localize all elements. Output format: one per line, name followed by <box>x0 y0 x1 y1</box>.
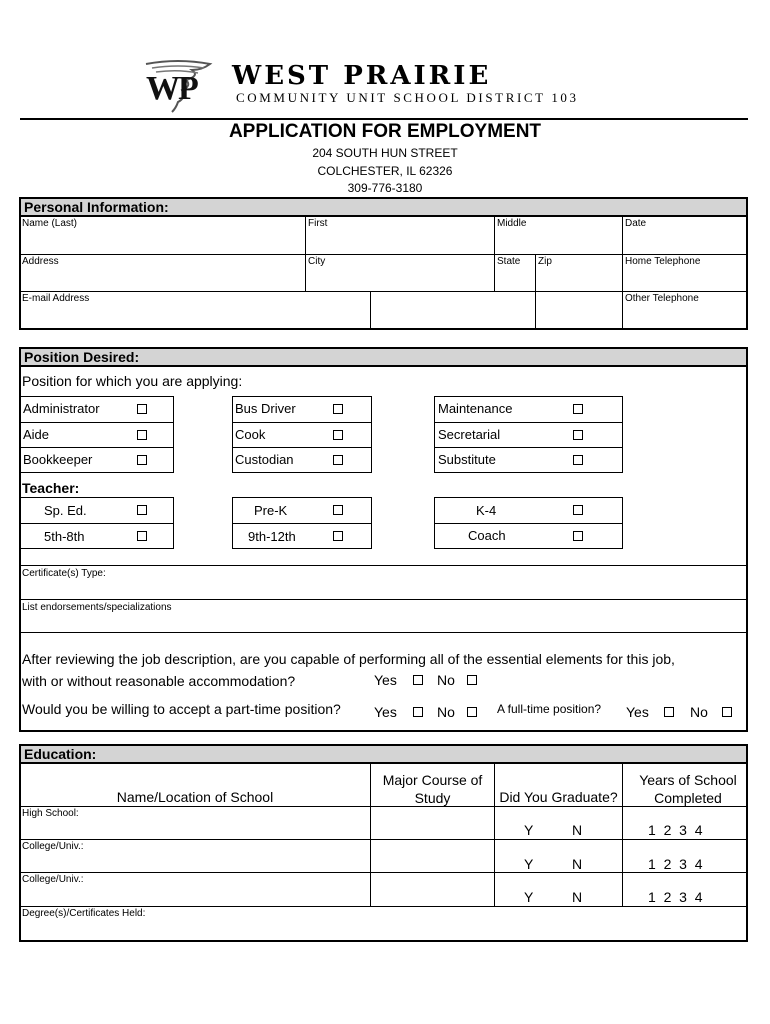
col-divider <box>535 254 536 329</box>
header-rule <box>20 118 748 120</box>
part-time-yes-checkbox[interactable] <box>413 707 423 717</box>
option-custodian: Custodian <box>235 452 294 467</box>
college-1-grad-no[interactable]: N <box>572 856 583 872</box>
option-substitute: Substitute <box>438 452 496 467</box>
endorsements-field[interactable]: List endorsements/specializations <box>22 602 172 613</box>
essential-yes-checkbox[interactable] <box>413 675 423 685</box>
option-administrator: Administrator <box>23 401 100 416</box>
row-divider <box>20 599 747 600</box>
row-divider <box>434 523 623 524</box>
row-divider <box>434 422 623 423</box>
col-header-graduate: Did You Graduate? <box>499 789 618 805</box>
middle-name-field[interactable]: Middle <box>497 218 527 229</box>
degrees-certificates-field[interactable]: Degree(s)/Certificates Held: <box>22 908 146 919</box>
row-divider <box>20 839 747 840</box>
row-divider <box>20 872 747 873</box>
row-divider <box>20 291 747 292</box>
row-divider <box>20 422 174 423</box>
college-1-grad-yes[interactable]: Y <box>524 856 534 872</box>
home-telephone-field[interactable]: Home Telephone <box>625 256 701 267</box>
full-time-question: A full-time position? <box>497 702 602 716</box>
essential-yes-label: Yes <box>374 672 397 688</box>
cook-checkbox[interactable] <box>333 430 343 440</box>
col-divider <box>622 216 623 329</box>
position-heading: Position Desired: <box>19 347 748 367</box>
sp-ed-checkbox[interactable] <box>137 505 147 515</box>
first-name-field[interactable]: First <box>308 218 328 229</box>
bookkeeper-checkbox[interactable] <box>137 455 147 465</box>
row-divider <box>20 565 747 566</box>
aide-checkbox[interactable] <box>137 430 147 440</box>
address-line-2: COLCHESTER, IL 62326 <box>317 164 453 178</box>
part-time-no-label: No <box>437 704 455 720</box>
full-time-yes-label: Yes <box>626 704 649 720</box>
row-divider <box>20 906 747 907</box>
high-school-grad-no[interactable]: N <box>572 822 583 838</box>
full-time-yes-checkbox[interactable] <box>664 707 674 717</box>
date-field[interactable]: Date <box>625 218 647 229</box>
position-prompt: Position for which you are applying: <box>22 373 243 389</box>
substitute-checkbox[interactable] <box>573 455 583 465</box>
logo-monogram: WP <box>146 70 197 107</box>
row-divider <box>20 523 174 524</box>
essential-no-label: No <box>437 672 455 688</box>
9th-12th-checkbox[interactable] <box>333 531 343 541</box>
option-5th-8th: 5th-8th <box>44 529 85 544</box>
maintenance-checkbox[interactable] <box>573 404 583 414</box>
option-k-4: K-4 <box>476 503 497 518</box>
row-divider <box>232 422 372 423</box>
part-time-yes-label: Yes <box>374 704 397 720</box>
part-time-question: Would you be willing to accept a part-time position? <box>22 701 341 717</box>
option-secretarial: Secretarial <box>438 427 501 442</box>
zip-field[interactable]: Zip <box>538 256 552 267</box>
option-aide: Aide <box>23 427 50 442</box>
row-divider <box>232 447 372 448</box>
row-divider <box>20 447 174 448</box>
teacher-heading: Teacher: <box>22 480 80 496</box>
col-divider <box>494 764 495 906</box>
page-title: APPLICATION FOR EMPLOYMENT <box>228 121 542 142</box>
part-time-no-checkbox[interactable] <box>467 707 477 717</box>
col-header-years: Years of School Completed <box>639 772 737 806</box>
essential-question-line-1: After reviewing the job description, are you capable of performing all of the essential elements for this job, <box>22 651 675 667</box>
full-time-no-checkbox[interactable] <box>722 707 732 717</box>
essential-question-line-2: with or without reasonable accommodation? <box>22 673 296 689</box>
name-last-field[interactable]: Name (Last) <box>22 218 78 229</box>
option-sp-ed: Sp. Ed. <box>44 503 87 518</box>
high-school-grad-yes[interactable]: Y <box>524 822 534 838</box>
personal-heading: Personal Information: <box>19 197 748 217</box>
coach-checkbox[interactable] <box>573 531 583 541</box>
city-field[interactable]: City <box>308 256 326 267</box>
education-heading: Education: <box>19 744 748 764</box>
option-cook: Cook <box>235 427 266 442</box>
5th-8th-checkbox[interactable] <box>137 531 147 541</box>
col-divider <box>370 291 371 329</box>
col-divider <box>494 216 495 292</box>
certificate-type-field[interactable]: Certificate(s) Type: <box>22 568 106 579</box>
email-field[interactable]: E-mail Address <box>22 293 90 304</box>
pre-k-checkbox[interactable] <box>333 505 343 515</box>
high-school-years[interactable]: 1 2 3 4 <box>648 822 703 838</box>
option-pre-k: Pre-K <box>254 503 288 518</box>
college-2-grad-no[interactable]: N <box>572 889 583 905</box>
secretarial-checkbox[interactable] <box>573 430 583 440</box>
row-divider <box>232 523 372 524</box>
row-divider <box>20 632 747 633</box>
college-field-1[interactable]: College/Univ.: <box>22 841 84 852</box>
administrator-checkbox[interactable] <box>137 404 147 414</box>
high-school-field[interactable]: High School: <box>22 808 79 819</box>
phone-number: 309-776-3180 <box>347 181 423 195</box>
option-bus-driver: Bus Driver <box>235 401 296 416</box>
college-field-2[interactable]: College/Univ.: <box>22 874 84 885</box>
k-4-checkbox[interactable] <box>573 505 583 515</box>
address-field[interactable]: Address <box>22 256 59 267</box>
address-line-1: 204 SOUTH HUN STREET <box>312 146 458 160</box>
state-field[interactable]: State <box>497 256 521 267</box>
district-subtitle: COMMUNITY UNIT SCHOOL DISTRICT 103 <box>236 90 579 105</box>
college-2-years[interactable]: 1 2 3 4 <box>648 889 703 905</box>
essential-no-checkbox[interactable] <box>467 675 477 685</box>
college-1-years[interactable]: 1 2 3 4 <box>648 856 703 872</box>
row-divider <box>20 254 747 255</box>
row-divider <box>434 447 623 448</box>
other-telephone-field[interactable]: Other Telephone <box>625 293 699 304</box>
option-coach: Coach <box>468 528 506 543</box>
custodian-checkbox[interactable] <box>333 455 343 465</box>
district-name: WEST PRAIRIE <box>232 61 492 91</box>
option-maintenance: Maintenance <box>438 401 513 416</box>
option-9th-12th: 9th-12th <box>248 529 296 544</box>
full-time-no-label: No <box>690 704 708 720</box>
col-header-school: Name/Location of School <box>116 789 274 805</box>
district-logo <box>142 58 214 114</box>
option-bookkeeper: Bookkeeper <box>23 452 93 467</box>
college-2-grad-yes[interactable]: Y <box>524 889 534 905</box>
col-header-major: Major Course of Study <box>382 772 483 806</box>
bus-driver-checkbox[interactable] <box>333 404 343 414</box>
col-divider <box>305 216 306 292</box>
